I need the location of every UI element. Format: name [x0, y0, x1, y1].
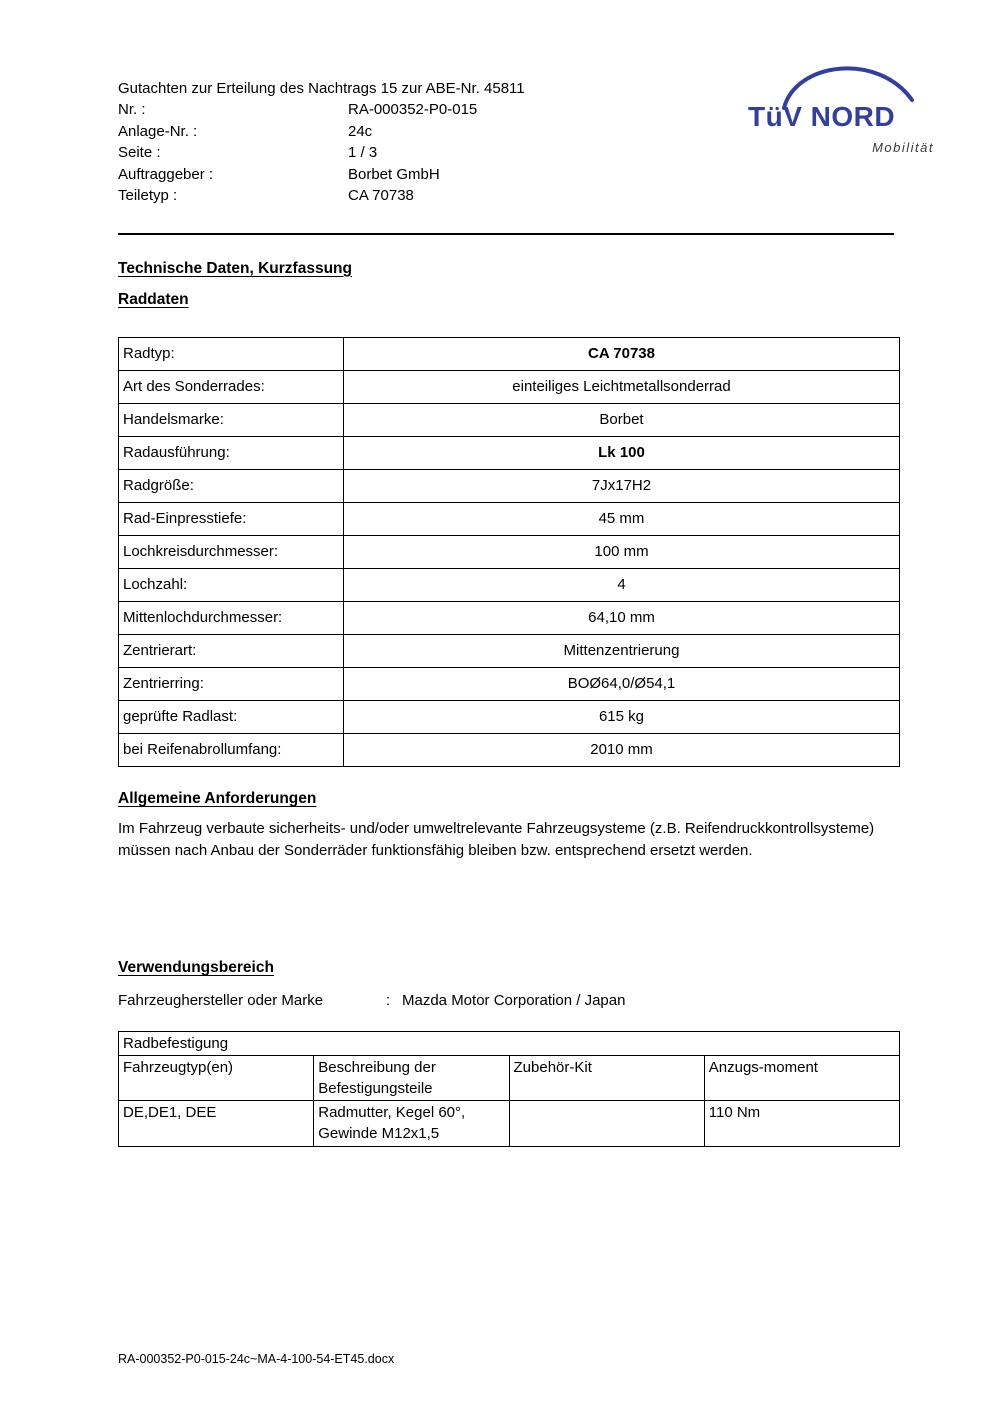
fahrzeughersteller-line	[118, 991, 900, 1011]
field-value: Borbet GmbH	[348, 165, 440, 183]
section-heading-technische-daten: Technische Daten, Kurzfassung	[118, 259, 352, 277]
field-value: 1 / 3	[348, 144, 378, 161]
field-value: CA 70738	[348, 187, 414, 204]
header-divider	[118, 233, 894, 235]
logo-wordmark: TüV NORD	[748, 101, 896, 132]
table-row	[119, 338, 900, 371]
table-row	[119, 371, 900, 404]
raddaten-label-cell: Zentrierring:	[119, 668, 344, 701]
table-row	[119, 437, 900, 470]
raddaten-value-cell: CA 70738	[344, 338, 900, 371]
raddaten-label-cell: Mittenlochdurchmesser:	[119, 602, 344, 635]
radbefestigung-kit-cell	[509, 1101, 704, 1147]
table-row	[119, 701, 900, 734]
table-row	[119, 734, 900, 767]
section-heading-raddaten: Raddaten	[118, 291, 189, 309]
raddaten-label-cell: Radausführung:	[119, 437, 344, 470]
header-field-teiletyp	[118, 185, 900, 207]
field-label: Anlage-Nr. :	[118, 122, 198, 140]
raddaten-label-cell: Handelsmarke:	[119, 404, 344, 437]
table-row	[119, 1101, 900, 1147]
field-label: Teiletyp :	[118, 187, 178, 204]
raddaten-value-cell: einteiliges Leichtmetallsonderrad	[344, 371, 900, 404]
fahrzeughersteller-value: Mazda Motor Corporation / Japan	[402, 992, 626, 1010]
raddaten-value-cell: Mittenzentrierung	[344, 635, 900, 668]
field-value: RA-000352-P0-015	[348, 101, 478, 118]
raddaten-label-cell: Rad-Einpresstiefe:	[119, 503, 344, 536]
raddaten-value-cell: 4	[344, 569, 900, 602]
raddaten-label-cell: Radtyp:	[119, 338, 344, 371]
raddaten-value-cell: 45 mm	[344, 503, 900, 536]
table-row	[119, 602, 900, 635]
raddaten-value-cell: BOØ64,0/Ø54,1	[344, 668, 900, 701]
table-row	[119, 1032, 900, 1056]
radbefestigung-table	[118, 1031, 900, 1147]
radbefestigung-header-beschreibung: Beschreibung der Befestigungsteile	[314, 1056, 509, 1101]
document-footer-filename: RA-000352-P0-015-24c~MA-4-100-54-ET45.docx	[118, 1352, 395, 1367]
raddaten-value-cell: 100 mm	[344, 536, 900, 569]
raddaten-label-cell: Art des Sonderrades:	[119, 371, 344, 404]
field-label: Seite :	[118, 144, 161, 161]
header-field-auftraggeber	[118, 164, 900, 186]
raddaten-label-cell: Zentrierart:	[119, 635, 344, 668]
document-header	[118, 78, 934, 207]
document-title: Gutachten zur Erteilung des Nachtrags 15 zur ABE-Nr. 45811	[118, 80, 525, 97]
raddaten-value-cell: Borbet	[344, 404, 900, 437]
field-label: Nr. :	[118, 101, 146, 118]
table-row	[119, 569, 900, 602]
section-heading-allgemeine-anforderungen: Allgemeine Anforderungen	[118, 790, 317, 808]
raddaten-value-cell: 64,10 mm	[344, 602, 900, 635]
raddaten-label-cell: Radgröße:	[119, 470, 344, 503]
raddaten-value-cell: 7Jx17H2	[344, 470, 900, 503]
table-row	[119, 635, 900, 668]
allgemeine-anforderungen-text: Im Fahrzeug verbaute sicherheits- und/oder umweltrelevante Fahrzeugsysteme (z.B. Reifendruckkontrollsysteme) müssen nach Anbau der Sonderräder funktionsfähig bleiben bzw. entsprechend ersetzt werden.	[118, 820, 875, 860]
field-value: 24c	[348, 122, 373, 140]
logo-subtitle: Mobilität	[872, 139, 934, 155]
raddaten-value-cell: 2010 mm	[344, 734, 900, 767]
table-row	[119, 536, 900, 569]
radbefestigung-header-fahrzeugtyp: Fahrzeugtyp(en)	[119, 1056, 314, 1101]
section-heading-verwendungsbereich: Verwendungsbereich	[118, 959, 274, 977]
table-row	[119, 404, 900, 437]
table-row	[119, 668, 900, 701]
radbefestigung-typ-cell: DE,DE1, DEE	[119, 1101, 314, 1147]
table-row	[119, 503, 900, 536]
raddaten-label-cell: bei Reifenabrollumfang:	[119, 734, 344, 767]
table-row	[119, 1056, 900, 1101]
raddaten-value-cell: 615 kg	[344, 701, 900, 734]
radbefestigung-title-cell: Radbefestigung	[119, 1032, 900, 1056]
field-label: Auftraggeber :	[118, 165, 214, 183]
radbefestigung-header-anzugsmoment: Anzugs-moment	[704, 1056, 899, 1101]
fahrzeughersteller-label: Fahrzeughersteller oder Marke	[118, 992, 324, 1010]
fahrzeughersteller-colon: :	[386, 992, 391, 1010]
radbefestigung-header-zubehoer: Zubehör-Kit	[509, 1056, 704, 1101]
table-row	[119, 470, 900, 503]
radbefestigung-moment-cell: 110 Nm	[704, 1101, 899, 1147]
raddaten-label-cell: Lochzahl:	[119, 569, 344, 602]
raddaten-table	[118, 337, 900, 767]
radbefestigung-beschreibung-cell: Radmutter, Kegel 60°, Gewinde M12x1,5	[314, 1101, 509, 1147]
raddaten-label-cell: geprüfte Radlast:	[119, 701, 344, 734]
tuv-nord-logo	[748, 56, 938, 156]
raddaten-label-cell: Lochkreisdurchmesser:	[119, 536, 344, 569]
raddaten-value-cell: Lk 100	[344, 437, 900, 470]
